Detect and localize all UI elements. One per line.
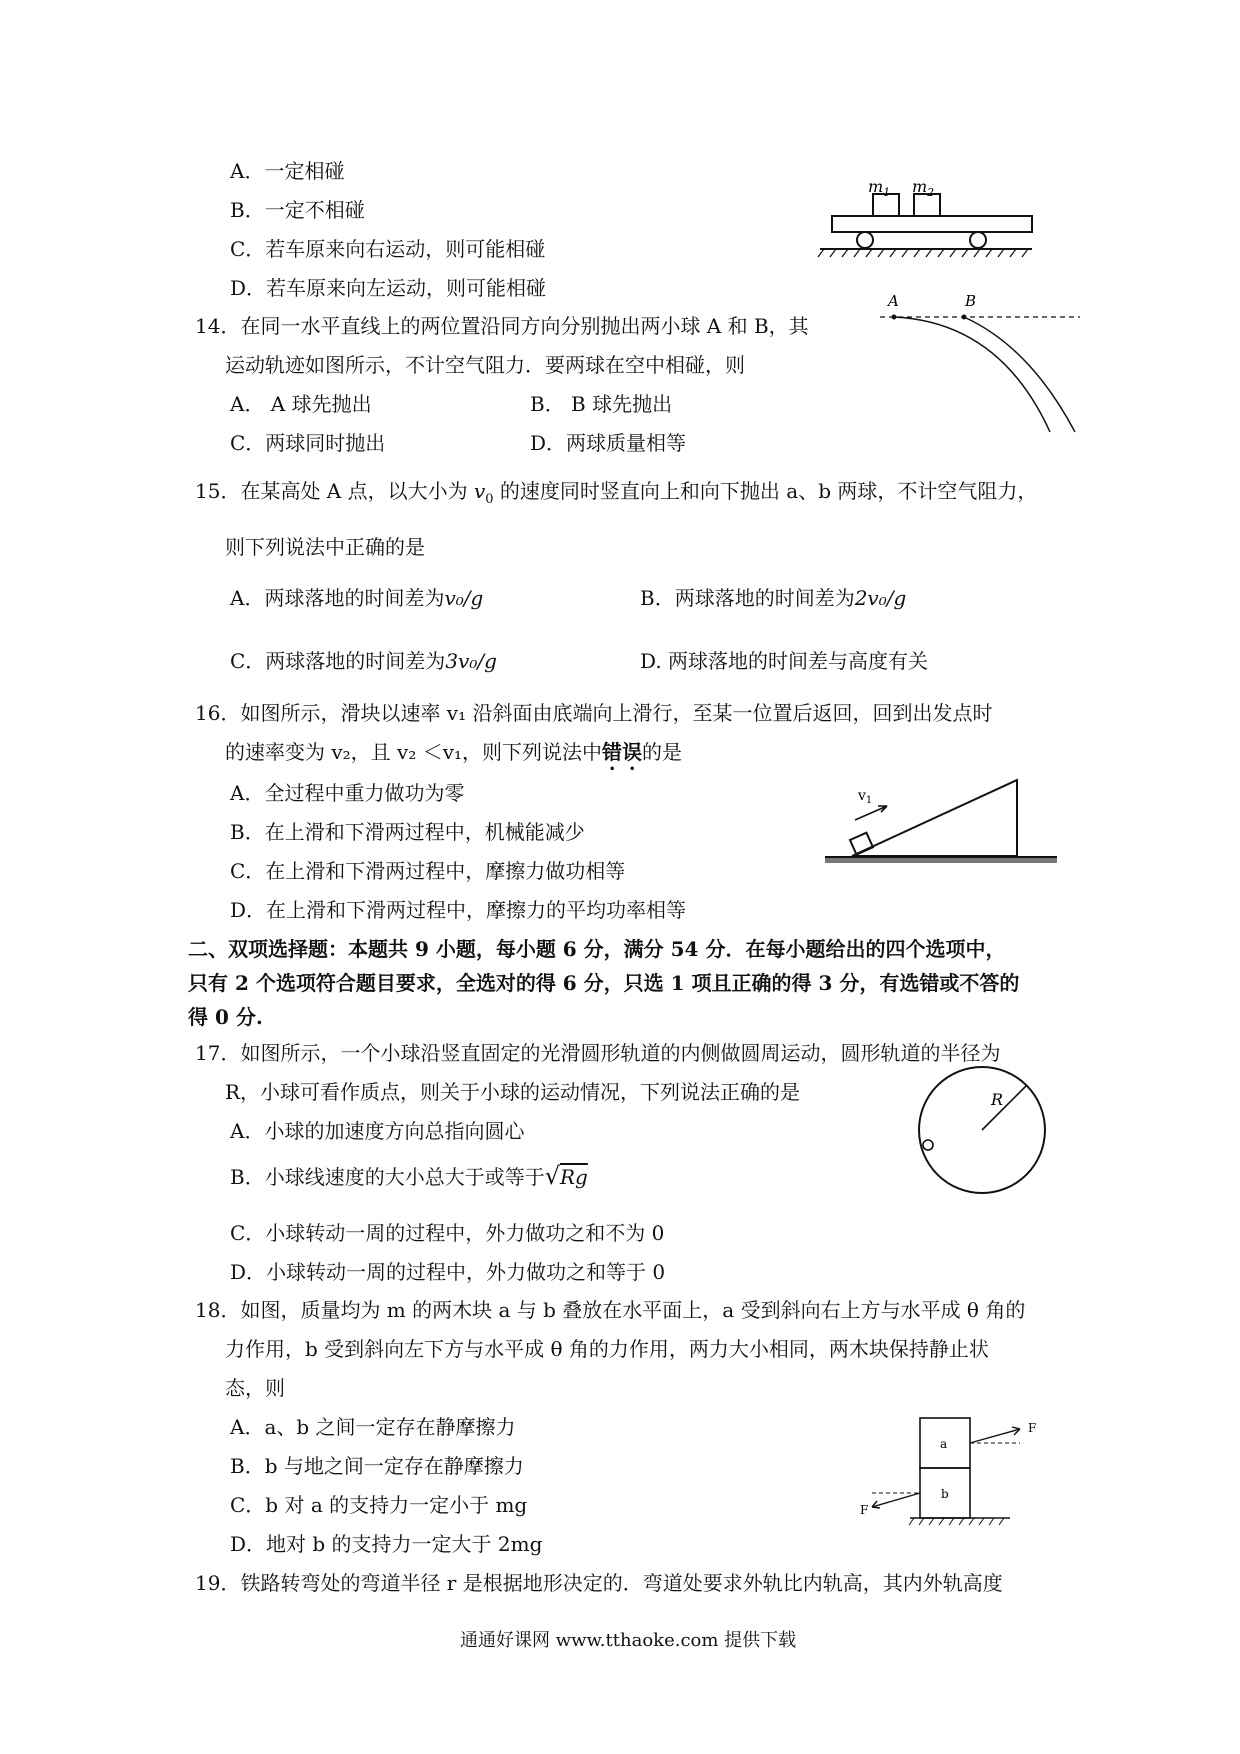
sqrt-icon: √ (544, 1162, 560, 1190)
q13-option-c: C．若车原来向右运动，则可能相碰 (230, 237, 546, 261)
q15-option-d: D. 两球落地的时间差与高度有关 (640, 649, 929, 673)
q17-ball (923, 1140, 933, 1150)
q18-label-b: b (941, 1487, 949, 1501)
q14-trajectory-a (894, 317, 1050, 432)
page-footer: 通通好课网 www.tthaoke.com 提供下载 (460, 1630, 797, 1651)
q14-option-d: D．两球质量相等 (530, 431, 687, 455)
q14-stem-line1: 14．在同一水平直线上的两位置沿同方向分别抛出两小球 A 和 B，其 (195, 314, 809, 338)
q17-circle-track-figure (915, 1063, 1049, 1197)
q14-label-b: B (965, 292, 977, 310)
q13-m1-label: $m_1$ (868, 177, 891, 199)
q13-m2-label: $m_2$ (912, 177, 935, 199)
q18-stem-line2: 力作用，b 受到斜向左下方与水平成 θ 角的力作用，两力大小相同，两木块保持静止状 (225, 1337, 989, 1361)
q18-ground-hatch (909, 1518, 1004, 1525)
q17-stem-line2: R，小球可看作质点，则关于小球的运动情况，下列说法正确的是 (225, 1080, 801, 1104)
q17-option-d: D．小球转动一周的过程中，外力做功之和等于 0 (230, 1260, 666, 1284)
q14-option-b: B． B 球先抛出 (530, 392, 673, 416)
q16-incline (852, 780, 1017, 856)
q13-ground-hatch (818, 249, 1028, 257)
q15-option-b: B．两球落地的时间差为2v₀/g (640, 586, 907, 610)
q18-stacked-blocks-figure (860, 1410, 1060, 1530)
q16-option-a: A．全过程中重力做功为零 (230, 781, 465, 805)
q16-v1-label: $v_1$ (858, 788, 873, 806)
q15-stem-line1: 15．在某高处 A 点，以大小为 $v_0$ 的速度同时竖直向上和向下抛出 a、b 两球，不计空气阻力， (195, 479, 1038, 507)
q13-option-d: D．若车原来向左运动，则可能相碰 (230, 276, 547, 300)
q16-stem-line2: 的速率变为 v₂，且 v₂ ＜v₁，则下列说法中错误的是 (225, 740, 683, 764)
q18-label-f-upper: F (1028, 1421, 1037, 1435)
q15-stem-line2: 则下列说法中正确的是 (225, 535, 425, 559)
q17-stem-line1: 17．如图所示，一个小球沿竖直固定的光滑圆形轨道的内侧做圆周运动，圆形轨道的半径为 (195, 1041, 1001, 1065)
q18-option-c: C．b 对 a 的支持力一定小于 mg (230, 1493, 528, 1517)
q17-radius-line (982, 1085, 1027, 1130)
q17-option-b: B．小球线速度的大小总大于或等于√Rg (230, 1162, 588, 1190)
q16-slider-block (850, 833, 873, 855)
q18-stem-line1: 18．如图，质量均为 m 的两木块 a 与 b 叠放在水平面上，a 受到斜向右上方与水平成 θ 角的 (195, 1298, 1026, 1322)
q13-cart-figure (820, 170, 1060, 270)
q16-emphasis-wrong: 错误 (602, 740, 643, 764)
q16-incline-figure (825, 780, 1065, 880)
q14-trajectory-b (964, 317, 1075, 432)
q16-stem-line1: 16．如图所示，滑块以速率 v₁ 沿斜面由底端向上滑行，至某一位置后返回，回到出发点时 (195, 701, 993, 725)
q17-radius-label: R (991, 1090, 1004, 1109)
q18-label-a: a (940, 1437, 948, 1451)
section2-instruction-line3: 得 0 分. (188, 1005, 263, 1029)
q14-trajectory-figure (880, 292, 1080, 442)
q13-option-a: A．一定相碰 (230, 159, 345, 183)
q18-option-b: B．b 与地之间一定存在静摩擦力 (230, 1454, 524, 1478)
q13-wheel-right (970, 232, 986, 248)
q13-option-b: B．一定不相碰 (230, 198, 365, 222)
q17-option-a: A．小球的加速度方向总指向圆心 (230, 1119, 525, 1143)
q14-option-c: C．两球同时抛出 (230, 431, 386, 455)
q18-option-d: D．地对 b 的支持力一定大于 2mg (230, 1532, 543, 1556)
q18-force-arrow-lower (872, 1493, 920, 1507)
section2-instruction-line2: 只有 2 个选项符合题目要求，全选对的得 6 分，只选 1 项且正确的得 3 分，有选错或不答的 (188, 971, 1020, 995)
q15-option-c: C．两球落地的时间差为3v₀/g (230, 649, 497, 673)
q14-label-a: A (888, 292, 899, 310)
q15-option-a: A．两球落地的时间差为v₀/g (230, 586, 484, 610)
q18-option-a: A．a、b 之间一定存在静摩擦力 (230, 1415, 516, 1439)
q16-option-d: D．在上滑和下滑两过程中，摩擦力的平均功率相等 (230, 898, 687, 922)
q17-option-c: C．小球转动一周的过程中，外力做功之和不为 0 (230, 1221, 665, 1245)
q16-option-c: C．在上滑和下滑两过程中，摩擦力做功相等 (230, 859, 626, 883)
q16-velocity-arrow (855, 806, 887, 820)
q18-label-f-lower: F (860, 1503, 869, 1517)
q18-force-arrow-upper (970, 1429, 1020, 1443)
q13-cart-body (832, 216, 1032, 232)
q16-option-b: B．在上滑和下滑两过程中，机械能减少 (230, 820, 585, 844)
q14-option-a: A． A 球先抛出 (230, 392, 372, 416)
q14-stem-line2: 运动轨迹如图所示，不计空气阻力．要两球在空中相碰，则 (225, 353, 745, 377)
q19-stem-line1: 19．铁路转弯处的弯道半径 r 是根据地形决定的．弯道处要求外轨比内轨高，其内外轨高度 (195, 1571, 1003, 1595)
q16-ground-hatch (825, 858, 1057, 863)
section2-instruction-line1: 二、双项选择题：本题共 9 小题，每小题 6 分，满分 54 分．在每小题给出的四个选项中， (188, 937, 1006, 961)
q18-stem-line3: 态，则 (225, 1376, 285, 1400)
q13-wheel-left (857, 232, 873, 248)
